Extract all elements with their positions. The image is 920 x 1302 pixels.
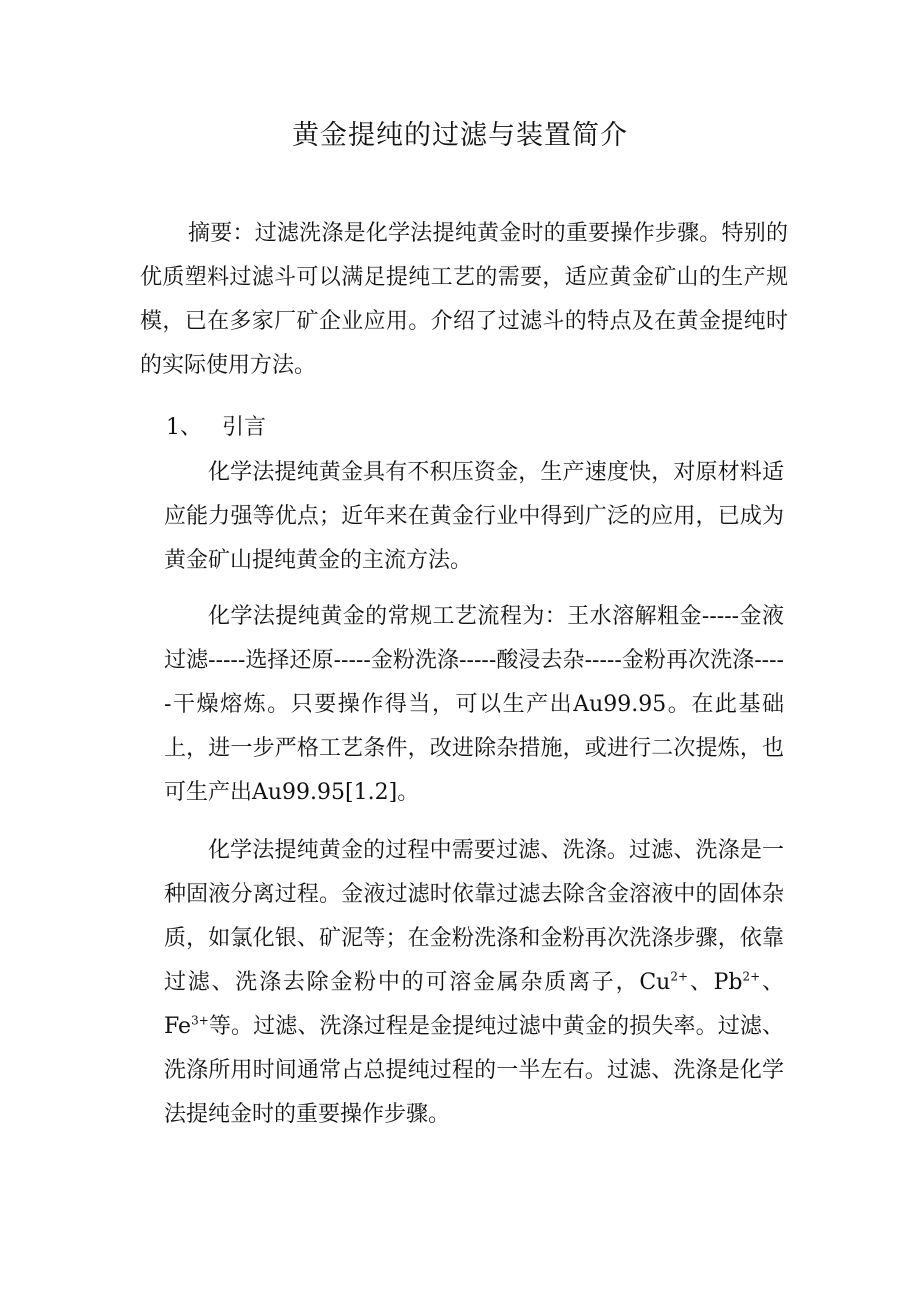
ion-fe-charge: 3+: [191, 1013, 209, 1028]
paragraph-3: [164, 829, 784, 1137]
ion-cu: Cu: [639, 970, 671, 995]
ion-fe: Fe: [164, 1014, 192, 1039]
paragraph-2-text: 化学法提纯黄金的常规工艺流程为：王水溶解粗金-----金液过滤-----选择还原-----金粉洗涤-----酸浸去杂-----金粉再次洗涤-----干燥熔炼。只要操作得当，可以生产出Au99.95。在此基础上，进一步严格工艺条件，改进除杂措施，或进行二次提炼，也可生产出Au99.95[1.2]。: [164, 604, 784, 805]
ion-separator-1: 、: [688, 970, 714, 995]
ion-separator-2: 、: [760, 970, 784, 995]
paragraph-3-text: [164, 829, 784, 1137]
paragraph-1-text: 化学法提纯黄金具有不积压资金，生产速度快，对原材料适应能力强等优点；近年来在黄金行业中得到广泛的应用，已成为黄金矿山提纯黄金的主流方法。: [164, 460, 784, 573]
paragraph-3-part-a: 化学法提纯黄金的过程中需要过滤、洗涤。过滤、洗涤是一种固液分离过程。金液过滤时依靠过滤去除含金溶液中的固体杂质，如氯化银、矿泥等；在金粉洗涤和金粉再次洗涤步骤，依靠过滤、洗涤去除金粉中的可溶金属杂质离子，: [164, 838, 784, 995]
section-heading: [166, 406, 266, 450]
section-number: 1、: [166, 415, 202, 440]
ion-pb-charge: 2+: [742, 969, 761, 984]
paragraph-1: [164, 451, 784, 583]
abstract-text: 摘要：过滤洗涤是化学法提纯黄金时的重要操作步骤。特别的优质塑料过滤斗可以满足提纯工艺的需要，适应黄金矿山的生产规模，已在多家厂矿企业应用。介绍了过滤斗的特点及在黄金提纯时的实际使用方法。: [140, 221, 788, 378]
paragraph-2: [164, 595, 784, 815]
abstract: [140, 212, 788, 388]
document-title: 黄金提纯的过滤与装置简介: [292, 120, 628, 151]
section-title: 引言: [222, 415, 267, 440]
ion-cu-charge: 2+: [670, 969, 689, 984]
ion-pb: Pb: [713, 970, 743, 995]
paragraph-3-part-b: 等。过滤、洗涤过程是金提纯过滤中黄金的损失率。过滤、洗涤所用时间通常占总提纯过程的一半左右。过滤、洗涤是化学法提纯金时的重要操作步骤。: [164, 1014, 784, 1127]
